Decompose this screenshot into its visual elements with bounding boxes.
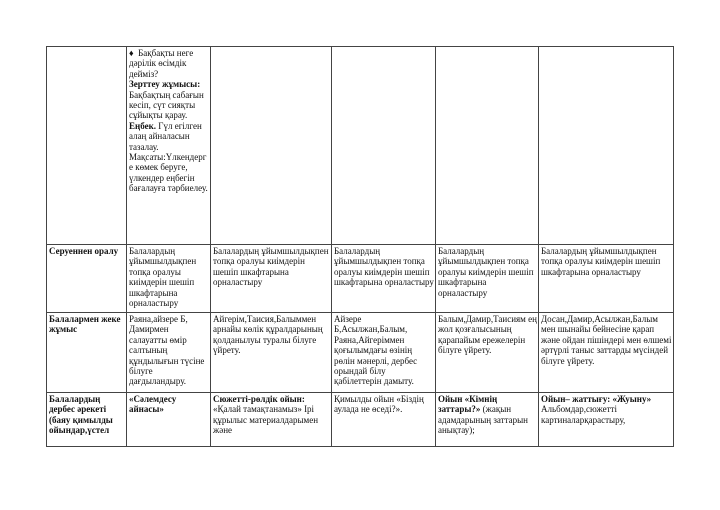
table-cell: Айгерім,Таисия,Балыммен арнайы көлік құралдарының қолданылуы туралы білуге үйрету. bbox=[211, 313, 332, 393]
table-cell: Айзере Б,Асылжан,Балым, Раяна,Айгеріммен қоғылымдағы өзінің рөлін мәнерлі, дербес орындай білу қабілеттерін дамыту. bbox=[332, 313, 436, 393]
table-cell bbox=[436, 47, 539, 245]
goal-text: Мақсаты:Үлкендерге көмек беруге, үлкендер еңбегін бағалауға тәрбиелеу. bbox=[129, 152, 208, 194]
row-header: Балалардың дербес әрекеті (баяу қимылды ойындар,үстел bbox=[47, 393, 127, 447]
table-cell bbox=[539, 393, 674, 447]
table-cell bbox=[539, 47, 674, 245]
table-row bbox=[47, 313, 674, 393]
table-cell: Балалардың ұйымшылдықпен топқа оралуы киімдерін шешіп шкафтарына орналастыру bbox=[211, 245, 332, 313]
row-header: Серуеннен оралу bbox=[47, 245, 127, 313]
table-cell bbox=[332, 393, 436, 447]
table-cell bbox=[127, 393, 211, 447]
diamond-bullet-icon: ♦ bbox=[129, 48, 134, 58]
table-cell: Досан,Дамир,Асылжан,Балым мен шынайы бейнесіне қарап және ойдан пішіндері мен өлшемі әртүрлі таныс заттарды мүсіндей білуге үйрету. bbox=[539, 313, 674, 393]
question-text: Бақбақты неге дәрілік өсімдік дейміз? bbox=[129, 48, 194, 79]
table-cell: Балалардың ұйымшылдықпен топқа оралуы киімдерін шешіп шкафтарына орналастыру bbox=[127, 245, 211, 313]
game-text: Қимылды ойын «Біздің аулада не өседі?». bbox=[334, 394, 424, 415]
game-label: Сюжетті-рөлдік ойын: bbox=[213, 394, 305, 404]
table-row bbox=[47, 47, 674, 245]
row-header bbox=[47, 47, 127, 245]
game-text: «Қалай тамақтанамыз» Ірі құрылыс материалдарымен және bbox=[213, 404, 319, 436]
walk-activity-cell bbox=[127, 47, 211, 245]
game-label: Ойын «Кімнің заттары?» bbox=[438, 394, 498, 415]
game-label: Ойын– жаттығу: «Жуыну» bbox=[541, 394, 652, 404]
table-cell: Балым,Дамир,Таисиям ең жол қозғалысының қарапайым ережелерін білуге үйрету. bbox=[436, 313, 539, 393]
game-text: Альбомдар,сюжетті картиналарқарастыру, bbox=[541, 404, 626, 425]
table-row bbox=[47, 393, 674, 447]
table-cell bbox=[211, 393, 332, 447]
research-label: Зерттеу жұмысы: bbox=[129, 79, 201, 90]
table-cell: Балалардың ұйымшылдықпен топқа оралуы киімдерін шешіп шкафтарына орналастыру bbox=[539, 245, 674, 313]
table-cell bbox=[211, 47, 332, 245]
table-cell: Раяна,айзере Б, Дамирмен салауатты өмір салтының құндылығын түсіне білуге дағдыландыру. bbox=[127, 313, 211, 393]
daily-plan-table bbox=[46, 46, 674, 447]
table-row bbox=[47, 245, 674, 313]
table-cell: Балалардың ұйымшылдықпен топқа оралуы киімдерін шешіп шкафтарына орналастыру bbox=[332, 245, 436, 313]
table-cell bbox=[436, 393, 539, 447]
research-text: Бақбақтың сабағын кесіп, сүт сияқты сұйықты қарау. bbox=[129, 89, 204, 121]
table-cell: Балалардың ұйымшылдықпен топқа оралуы киімдерін шешіп шкафтарына орналастыру bbox=[436, 245, 539, 313]
labor-label: Еңбек. bbox=[129, 120, 156, 131]
game-label: «Сәлемдесу айнасы» bbox=[129, 394, 177, 415]
game-text: (жақын адамдарының заттарын анықтау); bbox=[438, 404, 528, 436]
labor-text: Гүл егілген алаң айналасын тазалау. bbox=[129, 120, 202, 152]
table-cell bbox=[332, 47, 436, 245]
row-header: Балалармен жеке жұмыс bbox=[47, 313, 127, 393]
